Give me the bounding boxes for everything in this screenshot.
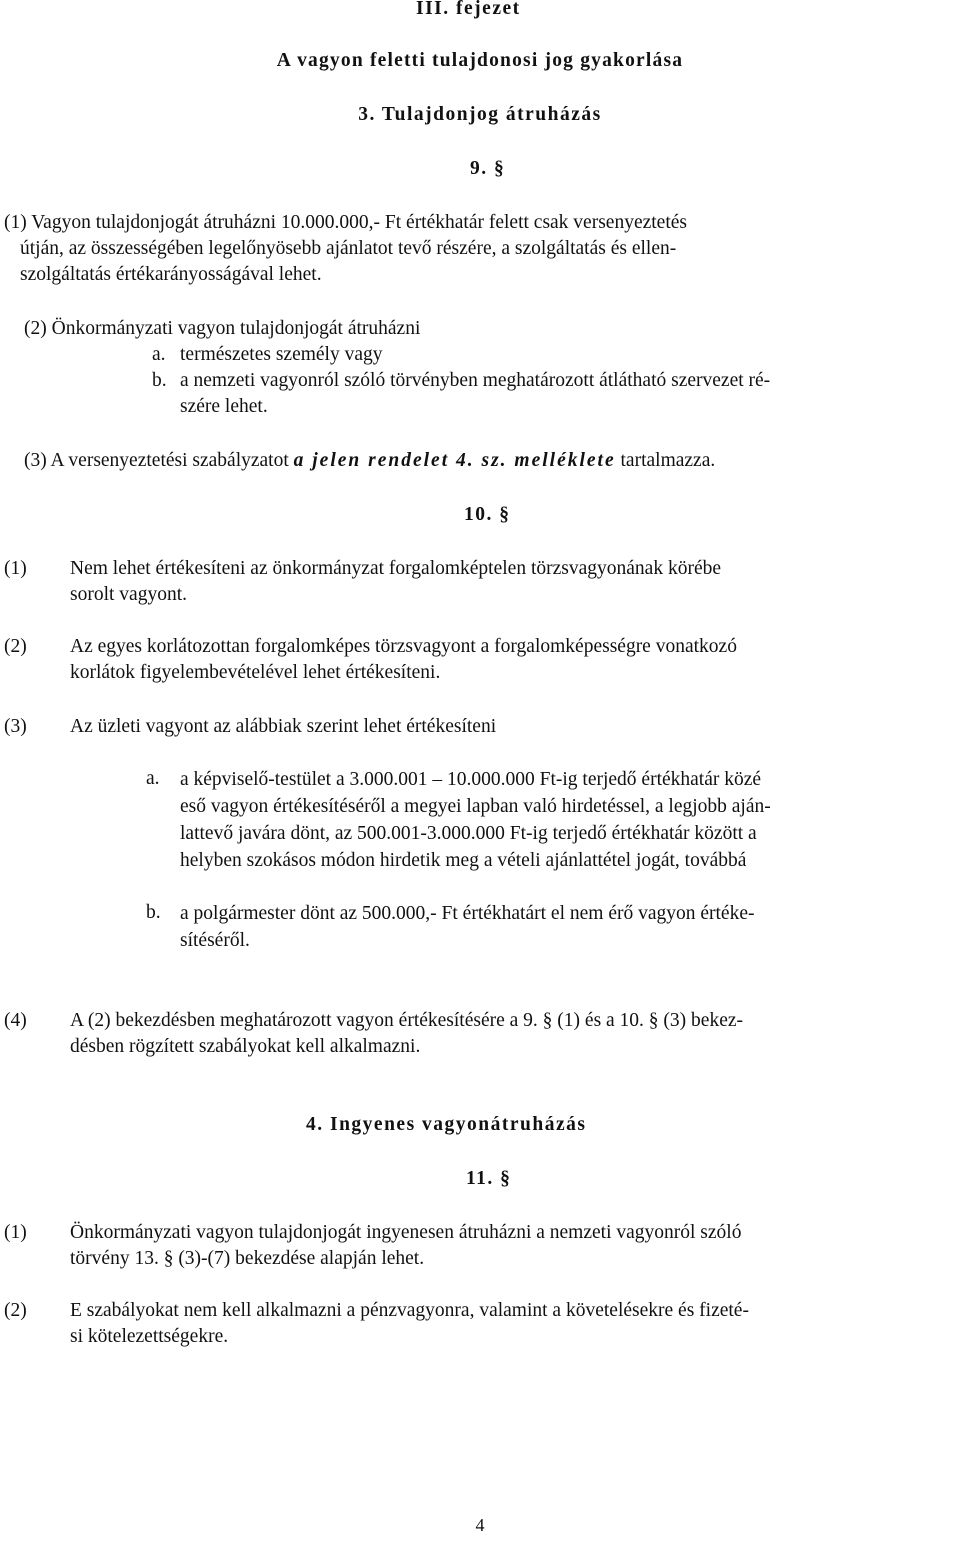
- section-3-title: 3. Tulajdonjog átruházás: [358, 104, 602, 125]
- s10-a-letter: a.: [146, 768, 160, 789]
- chapter-heading: III. fejezet: [416, 0, 521, 19]
- s9-p2-b-line1: a nemzeti vagyonról szóló törvényben meghatározott átlátható szervezet ré-: [180, 370, 771, 391]
- s9-p1-line1: (1) Vagyon tulajdonjogát átruházni 10.000.000,- Ft értékhatár felett csak versenyeztetés: [4, 212, 687, 233]
- s10-b-line2: sítéséről.: [180, 930, 250, 951]
- s9-p1: [4, 210, 936, 288]
- page-number: 4: [475, 1515, 485, 1535]
- s10-a-line2: eső vagyon értékesítéséről a megyei lapban való hirdetéssel, a legjobb aján-: [180, 796, 771, 817]
- s9-p2-b-text: [180, 368, 940, 420]
- s10-p1-number: (1): [4, 558, 27, 579]
- s11-p2-line1: E szabályokat nem kell alkalmazni a pénzvagyonra, valamint a követelésekre és fizeté-: [70, 1300, 749, 1321]
- s10-a-text: [180, 766, 950, 874]
- s9-p3-emphasis: a jelen rendelet 4. sz. melléklete: [293, 450, 616, 471]
- s10-p4-line2: désben rögzített szabályokat kell alkalmazni.: [70, 1036, 421, 1057]
- s10-p2-line1: Az egyes korlátozottan forgalomképes törzsvagyont a forgalomképességre vonatkozó: [70, 636, 737, 657]
- s9-p3-pre: (3) A versenyeztetési szabályzatot: [24, 450, 294, 471]
- chapter-title: A vagyon feletti tulajdonosi jog gyakorlása: [276, 50, 684, 71]
- s9-p2-intro: (2) Önkormányzati vagyon tulajdonjogát átruházni: [24, 318, 421, 339]
- s10-p3-text: Az üzleti vagyont az alábbiak szerint lehet értékesíteni: [70, 716, 497, 737]
- section-11-heading: 11. §: [466, 1168, 512, 1189]
- section-9-heading: 9. §: [470, 158, 506, 179]
- s10-p1-line2: sorolt vagyont.: [70, 584, 187, 605]
- s9-p3: [24, 448, 715, 474]
- s10-p1-text: [70, 556, 960, 608]
- s11-p1-line1: Önkormányzati vagyon tulajdonjogát ingyenesen átruházni a nemzeti vagyonról szóló: [70, 1222, 742, 1243]
- s10-b-line1: a polgármester dönt az 500.000,- Ft értékhatárt el nem érő vagyon értéke-: [180, 903, 755, 924]
- s10-p4-number: (4): [4, 1010, 27, 1031]
- s11-p2-number: (2): [4, 1300, 27, 1321]
- s10-b-letter: b.: [146, 902, 161, 923]
- s10-p1-line1: Nem lehet értékesíteni az önkormányzat forgalomképtelen törzsvagyonának körébe: [70, 558, 722, 579]
- s10-p2-text: [70, 634, 960, 686]
- s10-p2-line2: korlátok figyelembevételével lehet értékesíteni.: [70, 662, 441, 683]
- s10-p3-number: (3): [4, 716, 27, 737]
- s9-p1-line2: útján, az összességében legelőnyösebb ajánlatot tevő részére, a szolgáltatás és ellen-: [20, 238, 677, 259]
- s9-p2-a-letter: a.: [152, 344, 166, 365]
- s11-p1-number: (1): [4, 1222, 27, 1243]
- s9-p2-b-line2: szére lehet.: [180, 396, 268, 417]
- s11-p2-line2: si kötelezettségekre.: [70, 1326, 229, 1347]
- s10-b-text: [180, 900, 950, 954]
- s10-p2-number: (2): [4, 636, 27, 657]
- s10-p4-line1: A (2) bekezdésben meghatározott vagyon értékesítésére a 9. § (1) és a 10. § (3) bekez-: [70, 1010, 744, 1031]
- s9-p2-b-letter: b.: [152, 370, 167, 391]
- s11-p2-text: [70, 1298, 960, 1350]
- s11-p1-line2: törvény 13. § (3)-(7) bekezdése alapján lehet.: [70, 1248, 425, 1269]
- section-10-heading: 10. §: [464, 504, 511, 525]
- s10-a-line3: lattevő javára dönt, az 500.001-3.000.000 Ft-ig terjedő értékhatár között a: [180, 823, 757, 844]
- s10-a-line4: helyben szokásos módon hirdetik meg a vételi ajánlattétel jogát, továbbá: [180, 850, 747, 871]
- s9-p2-a-text: természetes személy vagy: [180, 344, 383, 365]
- s9-p1-line3: szolgáltatás értékarányosságával lehet.: [20, 264, 322, 285]
- s10-p4-text: [70, 1008, 960, 1060]
- s10-a-line1: a képviselő-testület a 3.000.001 – 10.000.000 Ft-ig terjedő értékhatár közé: [180, 769, 762, 790]
- s11-p1-text: [70, 1220, 960, 1272]
- section-4-title: 4. Ingyenes vagyonátruházás: [306, 1114, 587, 1135]
- s9-p3-post: tartalmazza.: [615, 450, 716, 471]
